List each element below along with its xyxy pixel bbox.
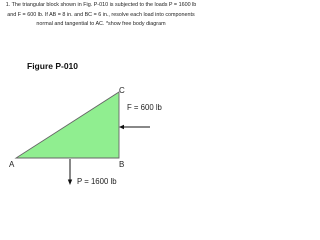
triangular-block	[16, 92, 119, 158]
problem-statement: 1. The triangular block shown in Fig. P-010 is subjected to the loads P = 1600 lb and F = 600 lb. If AB = 8 in. and BC = 6 in., resolve each load into components normal and tangential to AC. *show free body diagram	[5, 2, 197, 28]
figure-title: Figure P-010	[27, 61, 79, 71]
force-p-label: P = 1600 lb	[77, 177, 117, 186]
point-b-label: B	[119, 160, 125, 169]
point-c-label: C	[119, 86, 125, 95]
page	[0, 0, 200, 189]
force-p-arrowhead	[68, 180, 72, 186]
figure-drawing	[3, 50, 155, 187]
force-f-arrowhead	[119, 125, 124, 129]
point-a-label: A	[9, 160, 15, 169]
figure-p010	[3, 50, 155, 187]
force-f-label: F = 600 lb	[127, 103, 162, 112]
